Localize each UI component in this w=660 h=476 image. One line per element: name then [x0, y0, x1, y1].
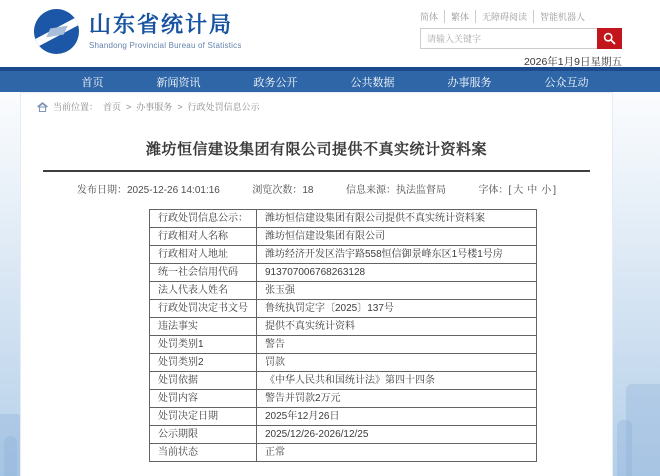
- row-label: 法人代表人姓名: [150, 282, 257, 300]
- table-row: [150, 408, 537, 426]
- row-label: 违法事实: [150, 318, 257, 336]
- row-value: 鲁统执罚定字〔2025〕137号: [257, 300, 537, 318]
- table-row: [150, 372, 537, 390]
- font-size-medium[interactable]: 中: [527, 185, 538, 196]
- breadcrumb-services[interactable]: 办事服务: [136, 102, 173, 112]
- site-header: [0, 0, 660, 67]
- info-source: 信息来源：执法监督局: [345, 185, 446, 196]
- row-label: 公示期限: [150, 426, 257, 444]
- logo-leaf-shape: [46, 26, 67, 38]
- row-value: 警告并罚款2万元: [257, 390, 537, 408]
- breadcrumb: [21, 93, 612, 117]
- row-value: 警告: [257, 336, 537, 354]
- nav-public-data[interactable]: 公共数据: [350, 76, 395, 89]
- row-label: 处罚决定日期: [150, 408, 257, 426]
- row-value: 罚款: [257, 354, 537, 372]
- table-row: [150, 228, 537, 246]
- breadcrumb-separator: >: [126, 101, 132, 112]
- table-row: [150, 246, 537, 264]
- link-traditional[interactable]: 繁体: [444, 10, 475, 23]
- title-divider: [43, 170, 590, 172]
- nav-services[interactable]: 办事服务: [447, 76, 492, 89]
- font-size-small[interactable]: 小: [541, 185, 552, 196]
- link-chatbot[interactable]: 智能机器人: [533, 10, 591, 23]
- quick-links: [420, 10, 622, 23]
- font-size-control: 字体：[ 大 中 小 ]: [478, 185, 556, 196]
- row-label: 处罚依据: [150, 372, 257, 390]
- penalty-info-table: [149, 209, 537, 462]
- header-utilities: [420, 10, 622, 69]
- main-nav: [0, 67, 660, 92]
- row-label: 处罚类别1: [150, 336, 257, 354]
- breadcrumb-penalty-disclosure[interactable]: 行政处罚信息公示: [187, 102, 260, 112]
- breadcrumb-home[interactable]: 首页: [103, 102, 122, 112]
- publish-date: 发布日期：2025-12-26 14:01:16: [77, 185, 220, 196]
- row-value: 2025/12/26-2026/12/25: [257, 426, 537, 444]
- row-label: 行政处罚信息公示：: [150, 210, 257, 228]
- link-simplified[interactable]: 简体: [420, 12, 439, 22]
- table-row: [150, 336, 537, 354]
- row-label: 行政处罚决定书文号: [150, 300, 257, 318]
- breadcrumb-prefix: 当前位置：: [53, 102, 99, 112]
- nav-interaction[interactable]: 公众互动: [544, 76, 589, 89]
- nav-gov-affairs[interactable]: 政务公开: [253, 76, 298, 89]
- search-icon: [603, 32, 616, 45]
- site-logo[interactable]: [34, 9, 242, 54]
- row-value: 《中华人民共和国统计法》第四十四条: [257, 372, 537, 390]
- font-size-large[interactable]: 大: [513, 185, 524, 196]
- row-value: 潍坊经济开发区浩宇路558恒信御景峰东区1号楼1号房: [257, 246, 537, 264]
- row-label: 行政相对人地址: [150, 246, 257, 264]
- table-row: [150, 444, 537, 462]
- row-value: 正常: [257, 444, 537, 462]
- table-row: [150, 210, 537, 228]
- table-row: [150, 354, 537, 372]
- nav-news[interactable]: 新闻资讯: [156, 76, 201, 89]
- skyline-shape: [617, 420, 632, 476]
- table-row: [150, 282, 537, 300]
- bureau-logo-icon: [34, 9, 79, 54]
- site-title-block: [89, 13, 242, 49]
- nav-home[interactable]: 首页: [81, 76, 104, 89]
- table-row: [150, 318, 537, 336]
- content-panel: [20, 92, 613, 476]
- site-title-english: Shandong Provincial Bureau of Statistics: [89, 40, 242, 50]
- row-value: 潍坊恒信建设集团有限公司提供不真实统计资料案: [257, 210, 537, 228]
- table-row: [150, 264, 537, 282]
- row-label: 处罚内容: [150, 390, 257, 408]
- row-value: 潍坊恒信建设集团有限公司: [257, 228, 537, 246]
- view-count: 浏览次数：18: [252, 185, 314, 196]
- skyline-shape: [626, 384, 660, 476]
- row-label: 处罚类别2: [150, 354, 257, 372]
- breadcrumb-separator: >: [177, 101, 183, 112]
- row-value: 2025年12月26日: [257, 408, 537, 426]
- search-input[interactable]: [420, 28, 597, 49]
- search-bar: [420, 28, 622, 49]
- row-label: 统一社会信用代码: [150, 264, 257, 282]
- table-row: [150, 300, 537, 318]
- site-title: 山东省统计局: [89, 12, 234, 38]
- article-title: 潍坊恒信建设集团有限公司提供不真实统计资料案: [145, 141, 487, 158]
- current-date: 2026年1月9日星期五: [523, 56, 622, 68]
- row-value: 张玉强: [257, 282, 537, 300]
- skyline-shape: [4, 436, 17, 476]
- table-row: [150, 426, 537, 444]
- search-button[interactable]: [597, 28, 622, 49]
- link-accessibility[interactable]: 无障碍阅读: [475, 10, 533, 23]
- row-value: 913707006768263128: [257, 264, 537, 282]
- article-meta: [21, 181, 612, 196]
- home-icon: [37, 102, 48, 112]
- table-row: [150, 390, 537, 408]
- skyline-shape: [0, 414, 22, 476]
- row-label: 行政相对人名称: [150, 228, 257, 246]
- row-label: 当前状态: [150, 444, 257, 462]
- row-value: 提供不真实统计资料: [257, 318, 537, 336]
